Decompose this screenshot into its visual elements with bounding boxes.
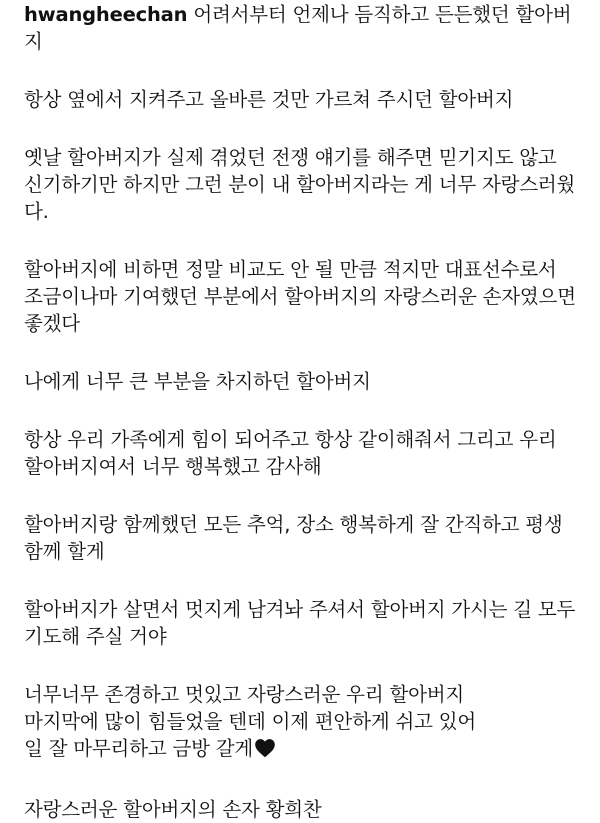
caption-line: 할아버지에 비하면 정말 비교도 안 될 만큼 적지만 대표선수로서 (24, 258, 557, 281)
caption-paragraph (24, 681, 576, 765)
caption-line: 신기하기만 하지만 그런 분이 내 할아버지라는 게 너무 자랑스러웠 (24, 173, 576, 196)
caption-line: 너무너무 존경하고 멋있고 자랑스러운 우리 할아버지 (24, 683, 465, 706)
caption-line: 함께 할게 (24, 540, 105, 563)
caption-line: 할아버지여서 너무 행복했고 감사해 (24, 455, 322, 478)
caption-line: 할아버지랑 함께했던 모든 추억, 장소 행복하게 잘 간직하고 평생 (24, 513, 563, 536)
black-heart-icon (254, 738, 276, 765)
caption-paragraph (24, 511, 576, 565)
caption-line: 다. (24, 200, 49, 223)
caption-paragraph (24, 86, 576, 113)
caption-line: 기도해 주실 거야 (24, 625, 167, 648)
caption-paragraph (24, 426, 576, 480)
caption-line: 자랑스러운 할아버지의 손자 황희찬 (24, 798, 322, 821)
caption-line: 옛날 할아버지가 실제 겪었던 전쟁 얘기를 해주면 믿기지도 않고 (24, 146, 557, 169)
caption-line (24, 735, 576, 765)
caption-paragraph (24, 796, 576, 823)
caption-line: 조금이나마 기여했던 부분에서 할아버지의 자랑스러운 손자였으면 (24, 285, 576, 308)
caption-line: 항상 우리 가족에게 힘이 되어주고 항상 같이해줘서 그리고 우리 (24, 428, 557, 451)
black-heart-icon-svg (254, 738, 276, 758)
caption-line: 마지막에 많이 힘들었을 텐데 이제 편안하게 쉬고 있어 (24, 710, 477, 733)
caption-paragraph (24, 256, 576, 337)
caption-line: 나에게 너무 큰 부분을 차지하던 할아버지 (24, 370, 371, 393)
caption-line (24, 1, 576, 28)
caption-text: 일 잘 마무리하고 금방 갈게 (24, 737, 254, 760)
caption-text: 어려서부터 언제나 듬직하고 든든했던 할아버 (193, 3, 572, 26)
caption-paragraph (24, 144, 576, 225)
caption-line: 좋겠다 (24, 312, 80, 335)
caption-paragraph (24, 368, 576, 395)
caption-paragraph (24, 0, 576, 55)
caption-line: 항상 옆에서 지켜주고 올바른 것만 가르쳐 주시던 할아버지 (24, 88, 514, 111)
caption-paragraph (24, 596, 576, 650)
caption-line: 할아버지가 살면서 멋지게 남겨놔 주셔서 할아버지 가시는 길 모두 (24, 598, 576, 621)
caption-line: 지 (24, 30, 43, 53)
username-link[interactable]: hwangheechan (24, 3, 188, 26)
